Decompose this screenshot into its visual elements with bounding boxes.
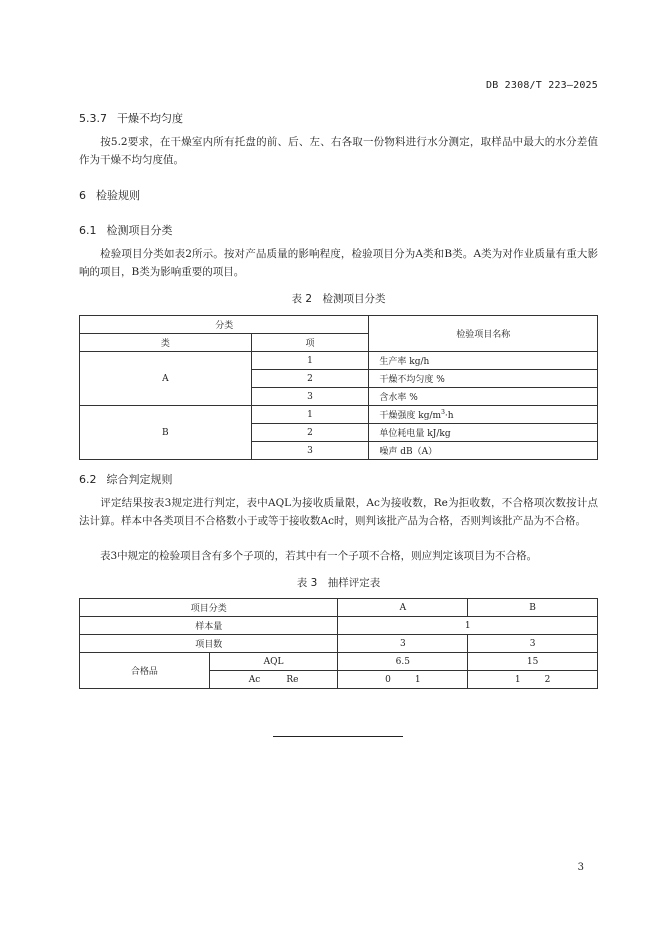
table3-header-category: 项目分类 (80, 599, 338, 617)
table3-ac-re-label: Ac Re (209, 671, 338, 689)
section-title: 综合判定规则 (106, 473, 173, 486)
table3-sample-size-value: 1 (338, 617, 598, 635)
table2-item-number: 3 (251, 442, 369, 460)
table3-aql-b: 15 (468, 653, 598, 671)
table2-item-name: 含水率 % (369, 388, 598, 406)
table3-item-count-b: 3 (468, 635, 598, 653)
page-number: 3 (577, 862, 584, 873)
paragraph-text: 检验项目分类如表2所示。按对产品质量的影响程度，检验项目分为A类和B类。A类为对作业质量有重大影响的项目，B类为影响重要的项目。 (79, 248, 598, 278)
table2-item-number: 1 (251, 406, 369, 424)
section-heading-6 (79, 187, 140, 203)
section-heading-6-1 (79, 222, 173, 238)
table2-category-b: B (80, 406, 252, 460)
table3-header-b: B (468, 599, 598, 617)
table2-item-name: 干燥不均匀度 % (369, 370, 598, 388)
table2-item-name: 生产率 kg/h (369, 352, 598, 370)
section-number: 6.1 (79, 224, 97, 237)
table3-qualified-label: 合格品 (80, 653, 210, 689)
table2-item-number: 2 (251, 370, 369, 388)
paragraph-text: 评定结果按表3规定进行判定，表中AQL为接收质量限，Ac为接收数，Re为拒收数，不合格项次数按计点法计算。样本中各类项目不合格数小于或等于接收数Ac时，则判该批产品为合格，否则判该批产品为不合格。 (79, 497, 598, 527)
section-number: 6 (79, 189, 86, 202)
table2-item-name: 干燥强度 $kg/m^3\cdot h$ (369, 406, 598, 424)
table2-header-classification: 分类 (80, 316, 369, 334)
paragraph-6-2-b (79, 547, 598, 565)
table3-item-count-label: 项目数 (80, 635, 338, 653)
paragraph-6-1 (79, 245, 598, 281)
paragraph-6-2-a (79, 494, 598, 530)
table2-detection-items (79, 315, 598, 460)
end-rule (273, 736, 403, 737)
table3-ac-re-a: 0 1 (338, 671, 468, 689)
section-title: 检验规则 (96, 189, 140, 202)
section-number: 6.2 (79, 473, 97, 486)
section-number: 5.3.7 (79, 112, 107, 125)
table3-aql-a: 6.5 (338, 653, 468, 671)
section-heading-6-2 (79, 471, 173, 487)
table3-caption: 表 3 抽样评定表 (296, 577, 381, 589)
table3-header-a: A (338, 599, 468, 617)
table2-item-name: 噪声 dB（A） (369, 442, 598, 460)
table3-sampling-evaluation (79, 598, 598, 689)
section-heading-5-3-7 (79, 110, 183, 126)
table3-sample-size-label: 样本量 (80, 617, 338, 635)
section-title: 干燥不均匀度 (117, 112, 183, 125)
table3-item-count-a: 3 (338, 635, 468, 653)
table2-item-number: 1 (251, 352, 369, 370)
table2-category-a: A (80, 352, 252, 406)
section-title: 检测项目分类 (106, 224, 173, 237)
table2-header-item: 项 (251, 334, 369, 352)
table2-item-name: 单位耗电量 kJ/kg (369, 424, 598, 442)
paragraph-5-3-7 (79, 133, 598, 169)
paragraph-text: 按5.2要求，在干燥室内所有托盘的前、后、左、右各取一份物料进行水分测定，取样品中最大的水分差值作为干燥不均匀度值。 (79, 136, 598, 166)
table3-ac-re-b: 1 2 (468, 671, 598, 689)
table2-caption: 表 2 检测项目分类 (291, 293, 386, 305)
table2-header-class: 类 (80, 334, 252, 352)
table3-aql-label: AQL (209, 653, 338, 671)
table2-header-item-name: 检验项目名称 (369, 316, 598, 352)
table2-item-number: 3 (251, 388, 369, 406)
doc-number: DB 2308/T 223—2025 (486, 80, 598, 91)
table2-item-number: 2 (251, 424, 369, 442)
paragraph-text: 表3中规定的检验项目含有多个子项的，若其中有一个子项不合格，则应判定该项目为不合格。 (100, 550, 538, 562)
